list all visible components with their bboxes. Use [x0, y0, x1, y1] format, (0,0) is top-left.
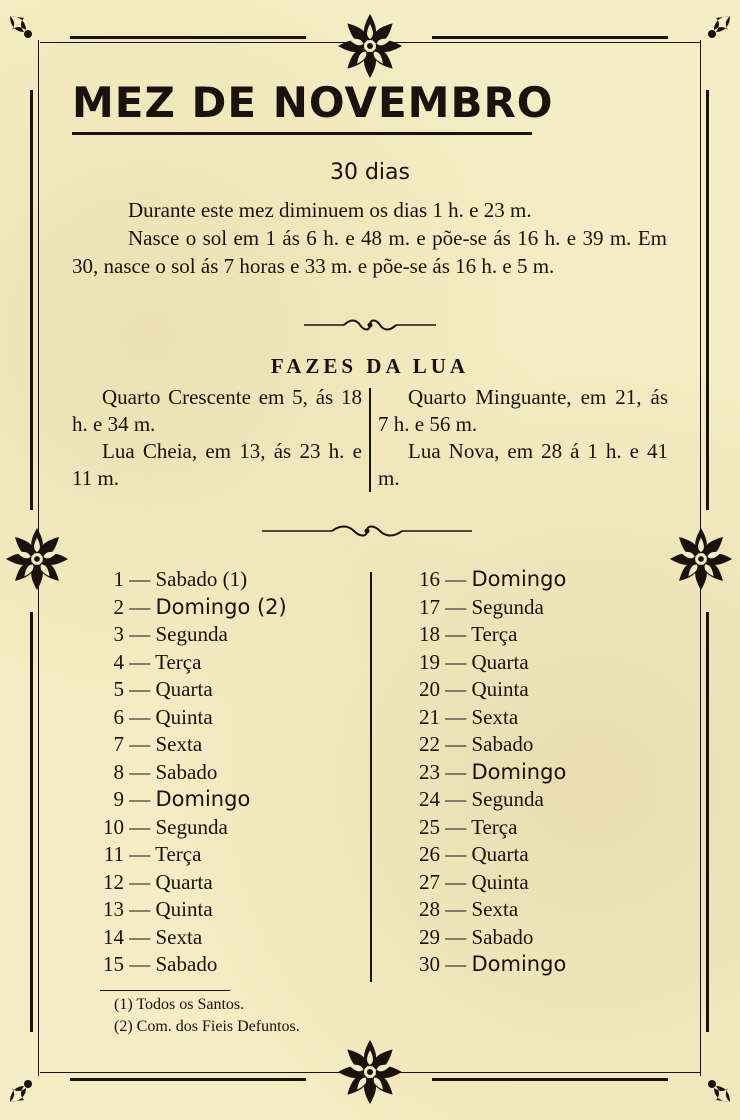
phases-right-column: [378, 384, 668, 492]
day-dash: —: [445, 732, 467, 756]
calendar-day: [412, 594, 566, 622]
day-number: 11: [103, 842, 124, 866]
footnote-1: (1) Todos os Santos.: [114, 996, 245, 1013]
day-dash: —: [445, 594, 467, 619]
day-number: 5: [113, 677, 124, 701]
weekday-name: Domingo: [471, 759, 567, 784]
phase-last-quarter: Quarto Minguante, em 21, ás 7 h. e 56 m.: [378, 385, 668, 436]
day-dash: —: [445, 897, 467, 921]
calendar-day: [96, 704, 287, 732]
fleur-corner-icon: [6, 1072, 40, 1106]
weekday-name: Segunda: [471, 787, 544, 811]
weekday-name: Quinta: [155, 897, 213, 921]
calendar-day: [412, 621, 566, 649]
day-number: 9: [113, 787, 124, 811]
weekday-name: Quarta: [155, 677, 213, 701]
intro-paragraph-1: Durante este mez diminuem os dias 1 h. e 23 m.: [128, 198, 532, 222]
day-number: 1: [113, 567, 124, 591]
weekday-name: Domingo (2): [155, 594, 287, 619]
phase-new-moon: Lua Nova, em 28 á 1 h. e 41 m.: [378, 439, 668, 490]
flower-ornament-icon: [668, 526, 734, 592]
day-dash: —: [129, 952, 151, 976]
flower-ornament-icon: [336, 1038, 404, 1106]
calendar-day: [96, 841, 287, 869]
calendar-day: [96, 951, 287, 979]
weekday-name: Quarta: [471, 842, 529, 866]
weekday-name: Quinta: [471, 677, 529, 701]
day-number: 4: [113, 649, 124, 674]
weekday-name: Quinta: [155, 704, 213, 729]
weekday-name: Sexta: [471, 704, 519, 729]
day-dash: —: [129, 622, 151, 646]
top-border-left: [70, 36, 306, 39]
calendar-day: [412, 731, 566, 759]
calendar-day: [96, 814, 287, 842]
day-dash: —: [129, 567, 151, 591]
day-dash: —: [129, 704, 151, 729]
right-border-top: [706, 90, 709, 510]
day-number: 10: [103, 814, 124, 839]
day-dash: —: [129, 732, 151, 756]
day-dash: —: [445, 814, 467, 839]
calendar-day: [96, 594, 287, 622]
calendar-day: [96, 649, 287, 677]
day-number: 16: [419, 567, 440, 591]
intro-paragraph-2: Nasce o sol em 1 ás 6 h. e 48 m. e põe-se ás 16 h. e 39 m. Em 30, nasce o sol ás 7 horas e 33 m. e põe-se ás 16 h. e 5 m.: [72, 226, 667, 278]
calendar-day: [412, 649, 566, 677]
phases-left-column: [72, 384, 362, 492]
scroll-divider-icon: [304, 318, 436, 332]
day-dash: —: [129, 842, 151, 866]
moon-phases: [72, 384, 667, 494]
phase-full-moon: Lua Cheia, em 13, ás 23 h. e 11 m.: [72, 439, 362, 490]
day-dash: —: [129, 677, 151, 701]
weekday-name: Segunda: [471, 594, 544, 619]
day-dash: —: [445, 622, 467, 646]
flower-ornament-icon: [4, 526, 70, 592]
day-number: 3: [113, 622, 124, 646]
top-border-right: [432, 36, 668, 39]
weekday-name: Terça: [471, 622, 518, 646]
calendar-separator: [370, 572, 372, 982]
weekday-name: Terça: [155, 649, 202, 674]
day-dash: —: [445, 842, 467, 866]
phases-separator: [369, 388, 371, 492]
calendar-left-column: [96, 566, 287, 979]
left-border-top: [30, 90, 33, 510]
bottom-border-left: [70, 1078, 306, 1081]
day-number: 2: [113, 594, 124, 619]
days-count: 30 dias: [329, 160, 410, 185]
day-dash: —: [445, 759, 467, 784]
calendar-day: [412, 786, 566, 814]
calendar-day: [96, 869, 287, 897]
weekday-name: Segunda: [155, 622, 228, 646]
day-number: 27: [419, 869, 440, 894]
calendar-day: [412, 951, 566, 979]
calendar-day: [412, 566, 566, 594]
calendar-day: [96, 731, 287, 759]
day-number: 23: [419, 759, 440, 784]
flower-ornament-icon: [336, 12, 404, 80]
day-number: 12: [103, 869, 124, 894]
weekday-name: Segunda: [155, 814, 228, 839]
weekday-name: Domingo: [155, 787, 251, 811]
day-number: 15: [103, 952, 124, 976]
day-dash: —: [129, 594, 151, 619]
day-number: 18: [419, 622, 440, 646]
phases-heading: FAZES DA LUA: [270, 354, 470, 378]
calendar-day: [96, 566, 287, 594]
calendar-right-column: [412, 566, 566, 979]
day-number: 25: [419, 814, 440, 839]
day-number: 17: [419, 594, 440, 619]
day-dash: —: [129, 759, 151, 784]
weekday-name: Terça: [471, 814, 518, 839]
day-number: 13: [103, 897, 124, 921]
page-title: MEZ DE NOVEMBRO: [72, 78, 554, 127]
day-dash: —: [129, 649, 151, 674]
calendar-day: [412, 676, 566, 704]
day-number: 20: [419, 677, 440, 701]
left-border-bottom: [30, 612, 33, 1032]
calendar-day: [412, 704, 566, 732]
calendar-day: [96, 621, 287, 649]
calendar-day: [96, 676, 287, 704]
calendar-day: [412, 924, 566, 952]
weekday-name: Sabado: [471, 732, 534, 756]
weekday-name: Sabado: [155, 952, 218, 976]
calendar-day: [96, 759, 287, 787]
day-number: 26: [419, 842, 440, 866]
day-dash: —: [445, 869, 467, 894]
day-dash: —: [445, 677, 467, 701]
day-dash: —: [445, 567, 467, 591]
intro-text: [72, 196, 667, 280]
weekday-name: Sexta: [155, 924, 203, 949]
weekday-name: Terça: [155, 842, 202, 866]
weekday-name: Sabado: [471, 924, 534, 949]
calendar-day: [412, 841, 566, 869]
day-dash: —: [129, 897, 151, 921]
weekday-name: Sexta: [155, 732, 203, 756]
weekday-name: Quarta: [155, 869, 213, 894]
calendar-day: [412, 814, 566, 842]
fleur-corner-icon: [6, 12, 40, 46]
weekday-name: Sabado: [155, 759, 218, 784]
fleur-corner-icon: [700, 12, 734, 46]
calendar-day: [96, 924, 287, 952]
calendar-day: [412, 896, 566, 924]
day-dash: —: [445, 952, 467, 976]
day-number: 22: [419, 732, 440, 756]
day-dash: —: [129, 787, 151, 811]
day-dash: —: [445, 924, 467, 949]
calendar-day: [96, 786, 287, 814]
scroll-divider-icon: [262, 524, 472, 538]
day-number: 29: [419, 924, 440, 949]
day-dash: —: [445, 787, 467, 811]
day-dash: —: [129, 814, 151, 839]
weekday-name: Domingo: [471, 952, 567, 976]
title-underline: [72, 132, 532, 135]
day-number: 8: [113, 759, 124, 784]
day-dash: —: [129, 924, 151, 949]
day-dash: —: [445, 704, 467, 729]
day-number: 30: [419, 952, 440, 976]
weekday-name: Sexta: [471, 897, 519, 921]
footnote-rule: [100, 990, 230, 991]
weekday-name: Quarta: [471, 649, 529, 674]
right-border-bottom: [706, 612, 709, 1032]
day-number: 19: [419, 649, 440, 674]
fleur-corner-icon: [700, 1072, 734, 1106]
calendar-day: [96, 896, 287, 924]
day-number: 7: [113, 732, 124, 756]
day-number: 6: [113, 704, 124, 729]
day-number: 14: [103, 924, 124, 949]
phase-first-quarter: Quarto Crescente em 5, ás 18 h. e 34 m.: [72, 385, 362, 436]
weekday-name: Sabado (1): [155, 567, 248, 591]
day-number: 24: [419, 787, 440, 811]
day-number: 21: [419, 704, 440, 729]
footnotes: [114, 994, 300, 1038]
bottom-border-right: [432, 1078, 668, 1081]
weekday-name: Quinta: [471, 869, 529, 894]
footnote-2: (2) Com. dos Fieis Defuntos.: [114, 1018, 300, 1035]
calendar-day: [412, 759, 566, 787]
day-dash: —: [445, 649, 467, 674]
calendar-day: [412, 869, 566, 897]
weekday-name: Domingo: [471, 567, 567, 591]
day-number: 28: [419, 897, 440, 921]
day-dash: —: [129, 869, 151, 894]
